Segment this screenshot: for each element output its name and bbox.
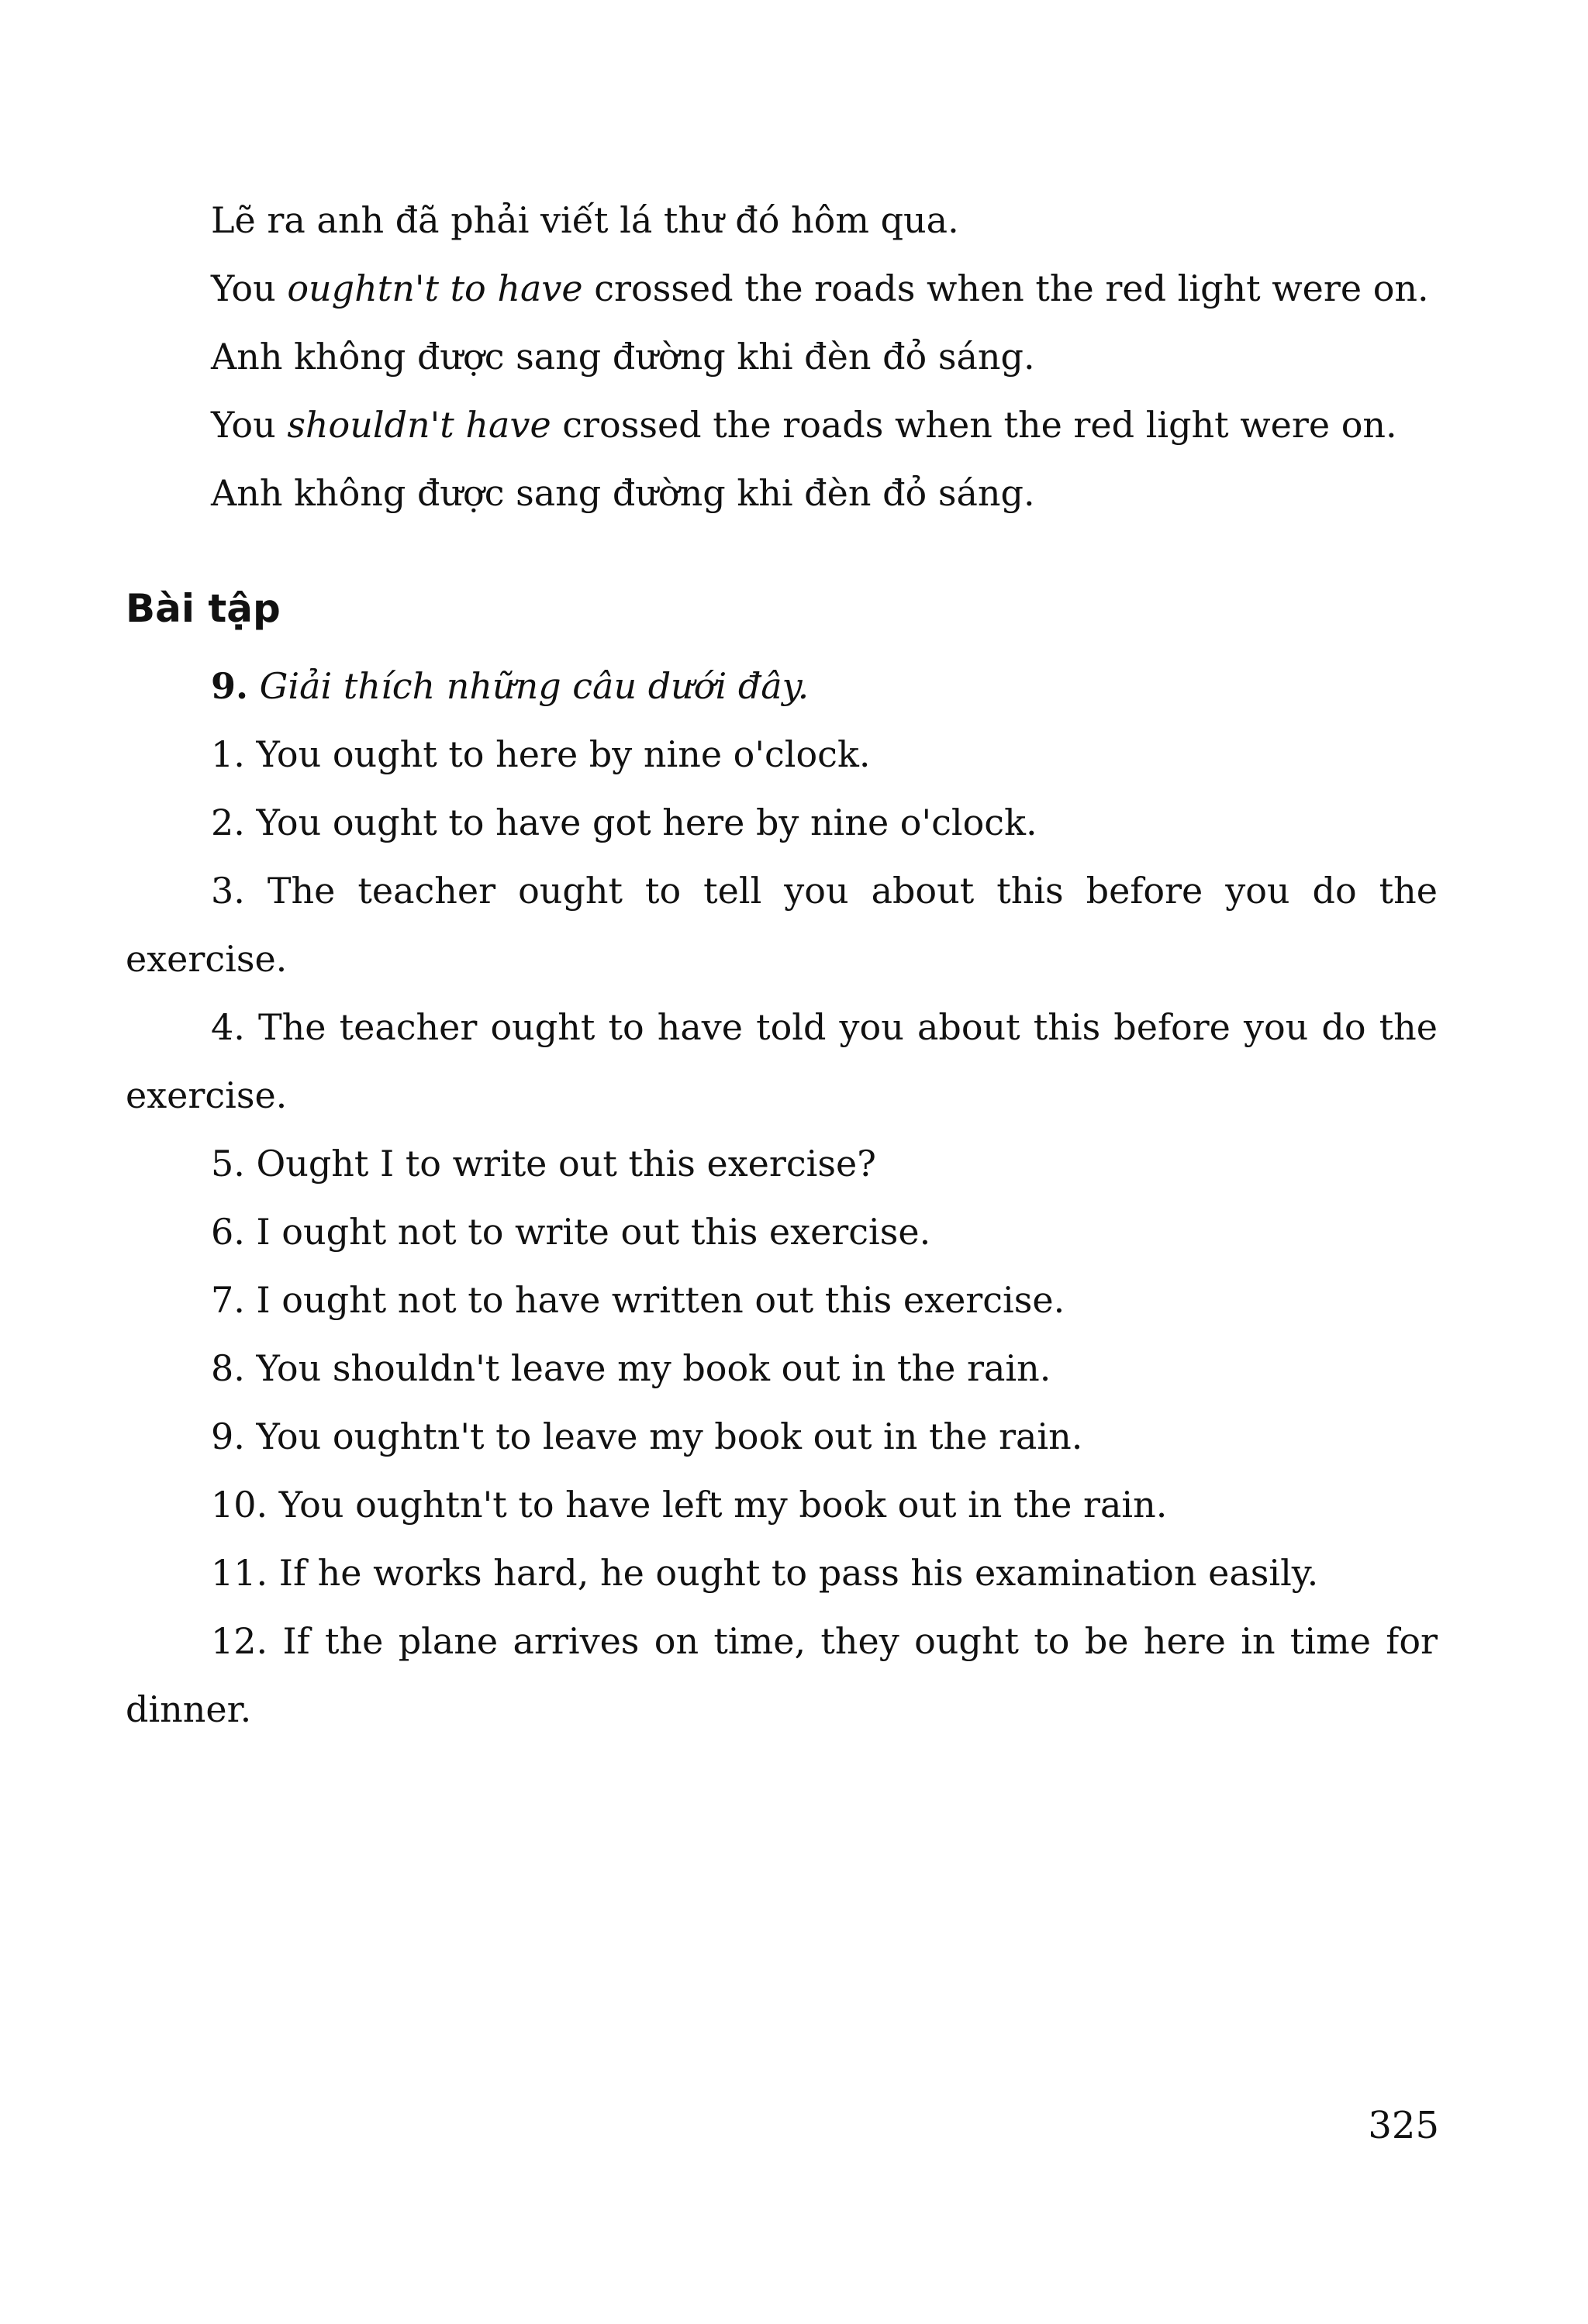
exercise-item-2: 2. You ought to have got here by nine o'clock. <box>211 802 1037 843</box>
exercise-title <box>126 652 1438 720</box>
intro-line-4 <box>126 391 1438 459</box>
exercise-item-11: 11. If he works hard, he ought to pass his examination easily. <box>211 1552 1319 1594</box>
exercise-item-3: 3. The teacher ought to tell you about this before you do the exercise. <box>126 870 1438 980</box>
intro-line-2-pre: You <box>211 267 288 309</box>
intro-line-4-post: crossed the roads when the red light were on. <box>551 404 1397 446</box>
intro-line-5 <box>126 459 1438 527</box>
exercise-instruction: Giải thích những câu dưới đây. <box>259 665 810 707</box>
page-number: 325 <box>1368 2104 1439 2147</box>
section-heading: Bài tập <box>126 586 281 631</box>
exercise-item-5: 5. Ought I to write out this exercise? <box>211 1143 876 1184</box>
exercise-item-1: 1. You ought to here by nine o'clock. <box>211 733 871 775</box>
exercise-item-12: 12. If the plane arrives on time, they ought to be here in time for dinner. <box>126 1620 1438 1730</box>
intro-line-4-italic: shouldn't have <box>287 404 551 446</box>
page-body <box>126 186 1438 1743</box>
exercise-item-8: 8. You shouldn't leave my book out in the rain. <box>211 1347 1051 1389</box>
exercise-item-6: 6. I ought not to write out this exercise. <box>211 1211 931 1253</box>
intro-line-2 <box>126 254 1438 322</box>
intro-line-2-post: crossed the roads when the red light were on. <box>582 267 1429 309</box>
intro-line-1 <box>126 186 1438 254</box>
exercise-number: 9. <box>211 665 249 707</box>
exercise-item-10: 10. You oughtn't to have left my book out in the rain. <box>211 1484 1168 1526</box>
intro-line-5-text: Anh không được sang đường khi đèn đỏ sáng. <box>211 472 1035 514</box>
intro-line-4-pre: You <box>211 404 288 446</box>
exercise-item-7: 7. I ought not to have written out this exercise. <box>211 1279 1065 1321</box>
intro-line-3 <box>126 322 1438 391</box>
section-spacer <box>126 527 1438 570</box>
intro-line-2-italic: oughtn't to have <box>287 267 583 309</box>
intro-line-1-text: Lẽ ra anh đã phải viết lá thư đó hôm qua. <box>211 199 959 241</box>
intro-line-3-text: Anh không được sang đường khi đèn đỏ sáng. <box>211 336 1035 378</box>
exercise-item-9: 9. You oughtn't to leave my book out in the rain. <box>211 1415 1083 1457</box>
exercise-item-4: 4. The teacher ought to have told you about this before you do the exercise. <box>126 1006 1438 1116</box>
